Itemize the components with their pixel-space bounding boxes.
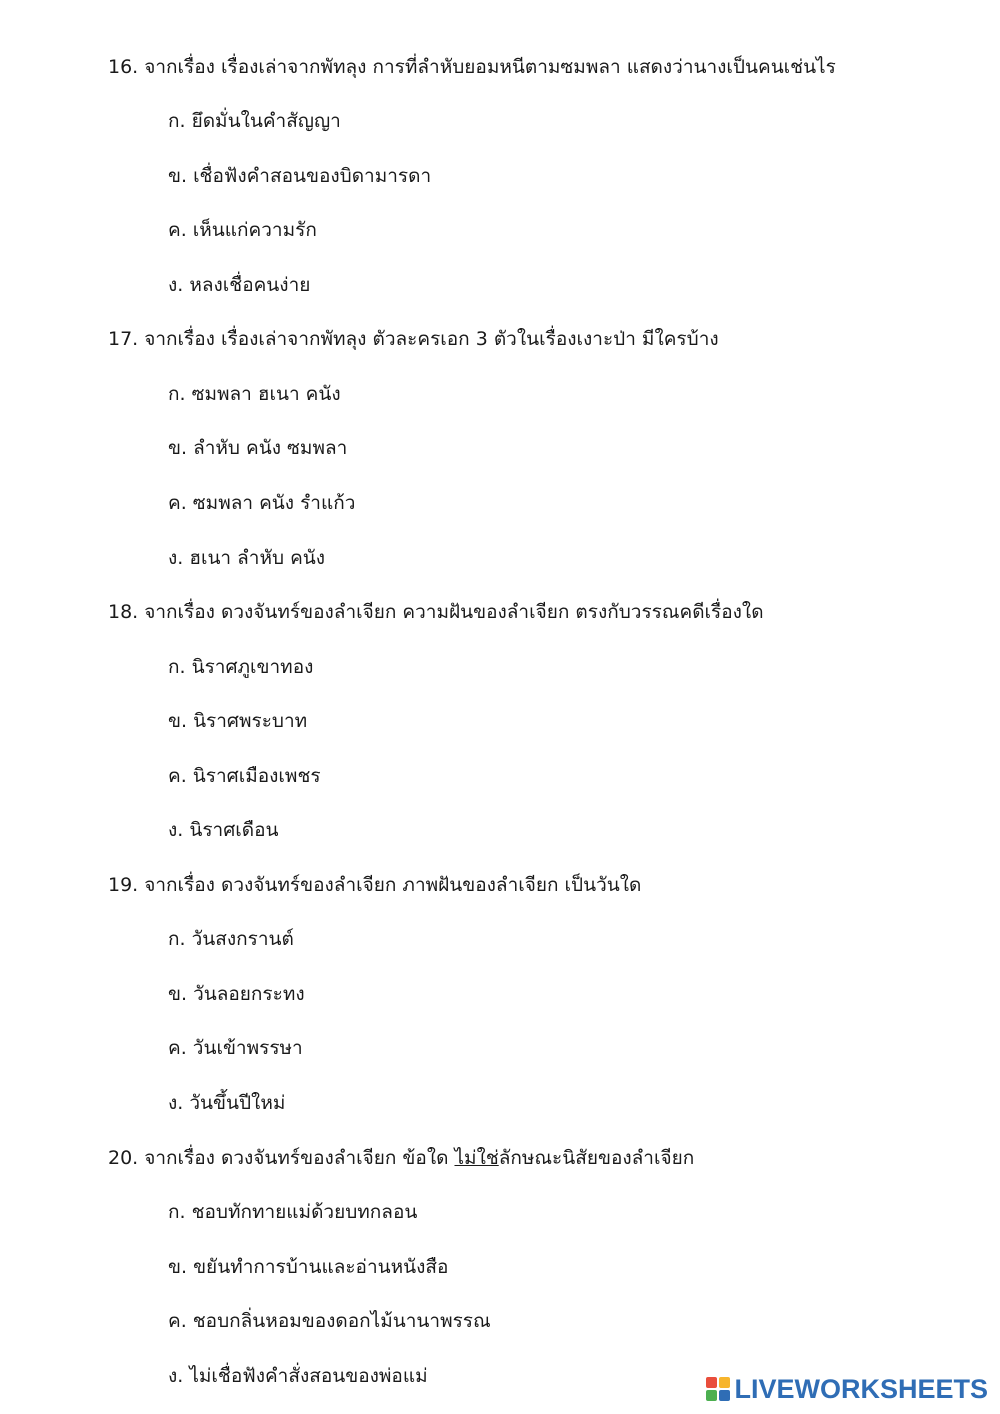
liveworksheets-logo-text: LIVEWORKSHEETS: [734, 1373, 988, 1404]
question-17: 17. จากเรื่อง เรื่องเล่าจากพัทลุง ตัวละครเอก 3 ตัวในเรื่องเงาะป่า มีใครบ้าง: [108, 328, 719, 350]
question-16-option-b[interactable]: ข. เชื่อฟังคำสอนของบิดามารดา: [168, 165, 432, 187]
question-20-text-start: 20. จากเรื่อง ดวงจันทร์ของลำเจียก ข้อใด: [108, 1147, 455, 1169]
question-19-option-b[interactable]: ข. วันลอยกระทง: [168, 983, 305, 1005]
question-17-option-a[interactable]: ก. ซมพลา ฮเนา คนัง: [168, 383, 341, 405]
question-19-option-c[interactable]: ค. วันเข้าพรรษา: [168, 1037, 303, 1059]
question-19-option-a[interactable]: ก. วันสงกรานต์: [168, 928, 294, 950]
liveworksheets-logo: [706, 1372, 988, 1406]
question-19: 19. จากเรื่อง ดวงจันทร์ของลำเจียก ภาพฝันของลำเจียก เป็นวันใด: [108, 874, 642, 896]
question-18-option-a[interactable]: ก. นิราศภูเขาทอง: [168, 656, 314, 678]
logo-tile-blue: [719, 1390, 730, 1401]
question-16-option-a[interactable]: ก. ยึดมั่นในคำสัญญา: [168, 110, 341, 132]
question-19-option-d[interactable]: ง. วันขึ้นปีใหม่: [168, 1092, 286, 1114]
question-17-option-d[interactable]: ง. ฮเนา ลำหับ คนัง: [168, 547, 326, 569]
question-20-option-b[interactable]: ข. ขยันทำการบ้านและอ่านหนังสือ: [168, 1256, 449, 1278]
question-16-option-c[interactable]: ค. เห็นแก่ความรัก: [168, 219, 317, 241]
logo-tile-yellow: [719, 1377, 730, 1388]
question-16: 16. จากเรื่อง เรื่องเล่าจากพัทลุง การที่ลำหับยอมหนีตามซมพลา แสดงว่านางเป็นคนเช่นไร: [108, 56, 836, 78]
question-20: [108, 1145, 694, 1171]
logo-tile-red: [706, 1377, 717, 1388]
question-18: 18. จากเรื่อง ดวงจันทร์ของลำเจียก ความฝันของลำเจียก ตรงกับวรรณคดีเรื่องใด: [108, 601, 764, 623]
question-17-option-c[interactable]: ค. ซมพลา คนัง รำแก้ว: [168, 492, 356, 514]
question-20-option-c[interactable]: ค. ชอบกลิ่นหอมของดอกไม้นานาพรรณ: [168, 1310, 491, 1332]
question-20-option-a[interactable]: ก. ชอบทักทายแม่ด้วยบทกลอน: [168, 1201, 418, 1223]
logo-tile-green: [706, 1390, 717, 1401]
question-20-negation: ไม่ใช่: [454, 1147, 499, 1169]
question-18-option-d[interactable]: ง. นิราศเดือน: [168, 819, 279, 841]
question-16-option-d[interactable]: ง. หลงเชื่อคนง่าย: [168, 274, 311, 296]
liveworksheets-logo-icon: [706, 1377, 730, 1401]
question-20-option-d[interactable]: ง. ไม่เชื่อฟังคำสั่งสอนของพ่อแม่: [168, 1365, 428, 1387]
question-18-option-c[interactable]: ค. นิราศเมืองเพชร: [168, 765, 321, 787]
question-17-option-b[interactable]: ข. ลำหับ คนัง ซมพลา: [168, 437, 348, 459]
question-20-text-end: ลักษณะนิสัยของลำเจียก: [498, 1147, 695, 1169]
question-18-option-b[interactable]: ข. นิราศพระบาท: [168, 710, 308, 732]
